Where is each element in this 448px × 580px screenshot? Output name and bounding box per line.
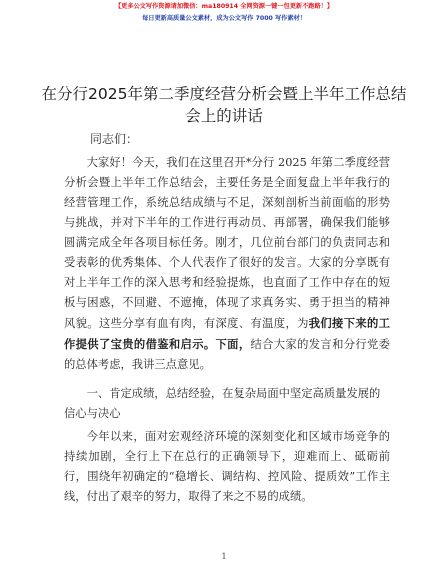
paragraph-opening-bold-run: 我们接下来的工作提供了宝贵的借鉴和启示。下面， <box>64 316 390 351</box>
document-title: 在分行2025年第二季度经营分析会暨上半年工作总结会上的讲话 <box>41 85 407 125</box>
page-number: 1 <box>221 552 227 561</box>
promo-banner-line-1: 【更多公文写作资源请加微信：ma180914 全网资源一键一包更新不跑路！】 <box>114 3 334 10</box>
paragraph-section-1: 今年以来，面对宏观经济环境的深刻变化和区域市场竞争的持续加剧，全行上下在总行的正确领导下，迎难而上、砥砺前行，围绕年初确定的“稳增长、调结构、控风险、提质效”工作主线，付出了艰辛的努力，取得了来之不易的成绩。 <box>64 430 390 503</box>
paragraph-opening-text-c: 结合大家的发言和分行党委的总体考虑，我讲三点意见。 <box>64 338 390 371</box>
promo-banner-line-2: 每日更新高质量公文素材，成为公文写作 7000 写作素材！ <box>142 15 306 22</box>
paragraph-opening <box>64 153 390 375</box>
salutation: 同志们： <box>90 132 139 146</box>
paragraph-opening-text-a: 大家好！今天，我们在这里召开*分行 2025 年第二季度经营分析会暨上半年工作总结会，主要任务是全面复盘上半年我行的经营管理工作，系统总结成绩与不足，深刻剖析当前面临的形势与挑战，并对下半年的工作进行再动员、再部署，确保我们能够圆满完成全年各项目标任务。刚才，几位前台部门的负责同志和受表彰的优秀集体、个人代表作了很好的发言。大家的分享既有对上半年工作的深入思考和经验提炼，也直面了工作中存在的短板与困惑，不回避、不遮掩，体现了求真务实、勇于担当的精神风貌。这些分享有血有肉，有深度、有温度，为 <box>64 156 390 330</box>
section-heading-1: 一、肯定成绩，总结经验，在复杂局面中坚定高质量发展的信心与决心 <box>64 387 381 420</box>
